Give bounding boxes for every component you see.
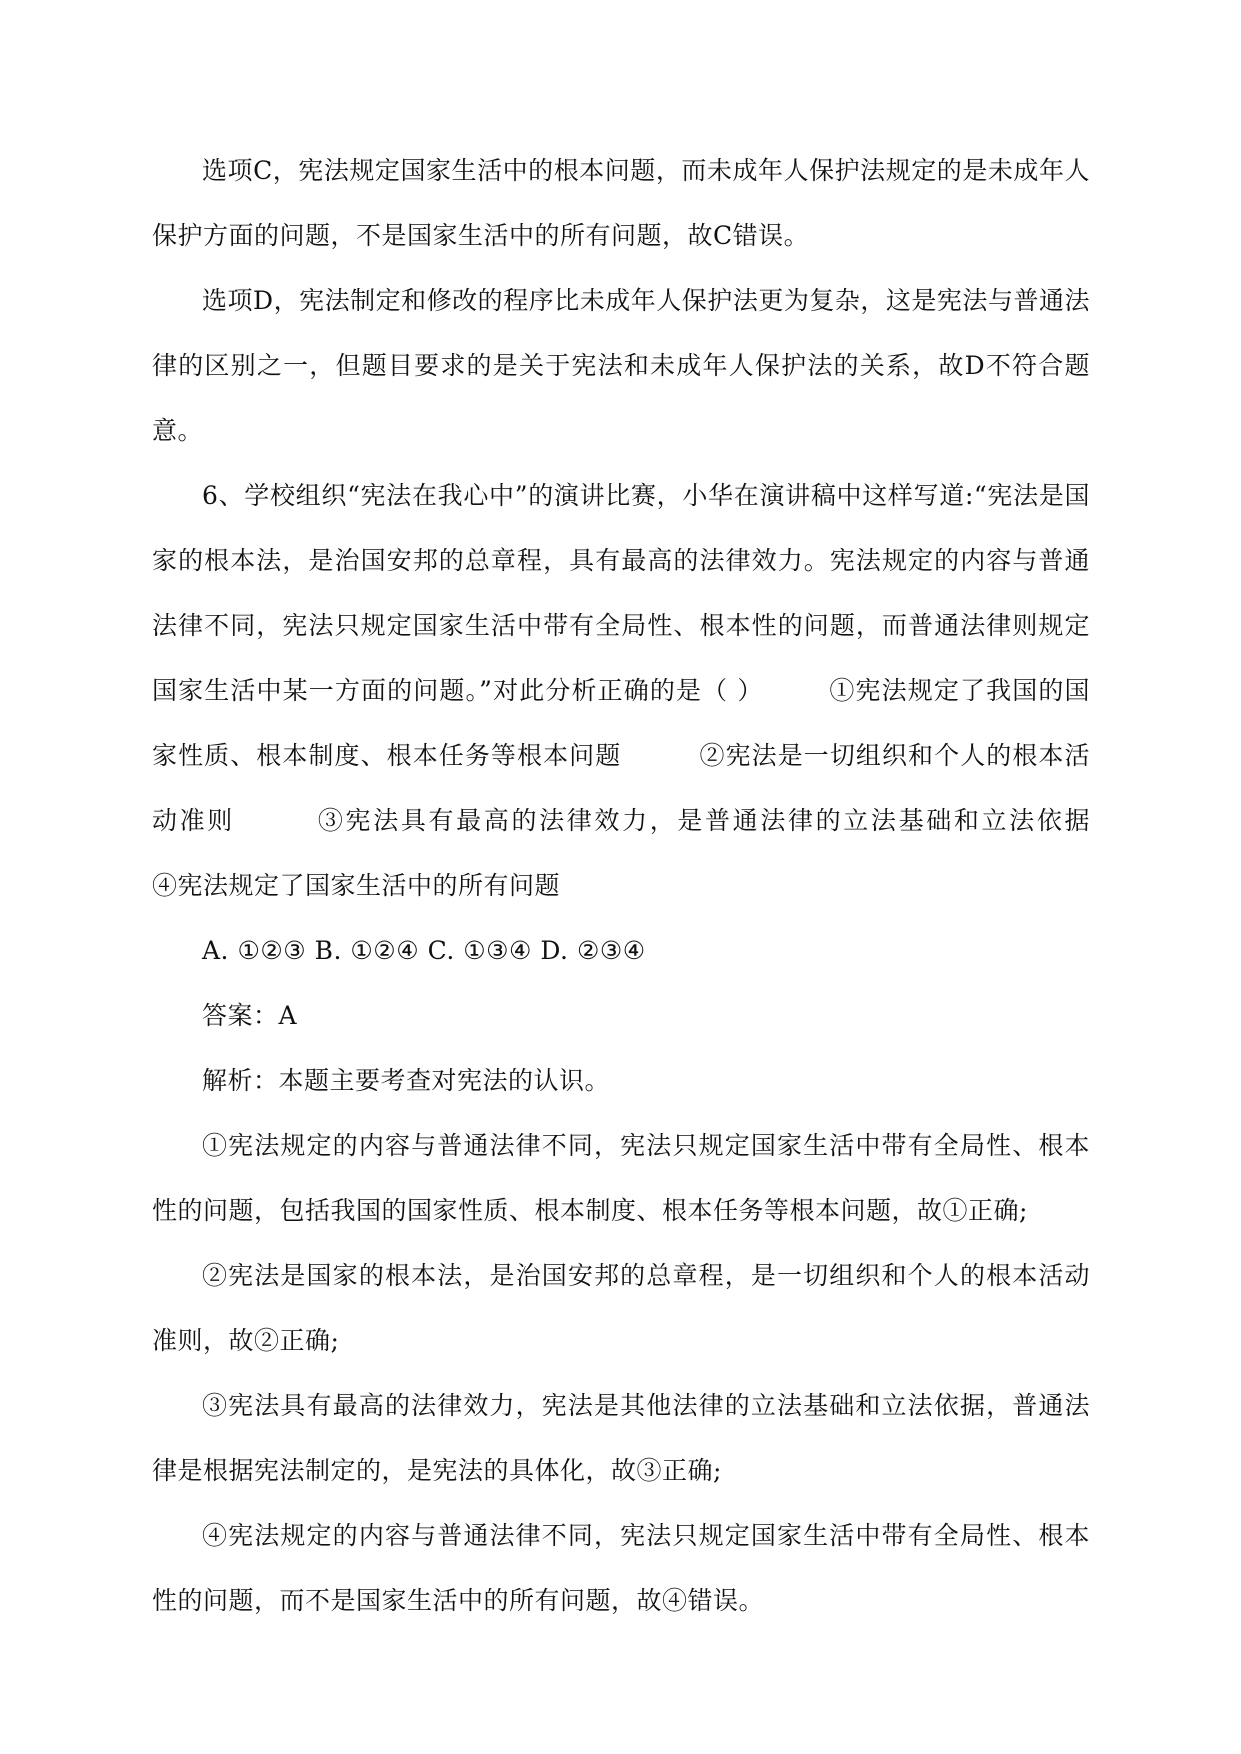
question-6: 6、学校组织“宪法在我心中”的演讲比赛，小华在演讲稿中这样写道:“宪法是国家的根本法，是治国安邦的总章程，具有最高的法律效力。宪法规定的内容与普通法律不同，宪法只规定国家生活中带有全局性、根本性的问题，而普通法律则规定国家生活中某一方面的问题。”对此分析正确的是（ ） ①宪法规定了我国的国家性质、根本制度、根本任务等根本问题 ②宪法是一切组织和个人的根本活动准则 ③宪法具有最高的法律效力，是普通法律的立法基础和立法依据 ④宪法规定了国家生活中的所有问题 [152,481,1167,900]
analysis-intro: 解析：本题主要考查对宪法的认识。 [202,1066,611,1095]
document-body [152,138,1167,1633]
analysis-point-4: ④宪法规定的内容与普通法律不同，宪法只规定国家生活中带有全局性、根本性的问题，而不是国家生活中的所有问题，故④错误。 [152,1521,1090,1615]
analysis-point-3: ③宪法具有最高的法律效力，宪法是其他法律的立法基础和立法依据，普通法律是根据宪法制定的，是宪法的具体化，故③正确; [152,1391,1090,1485]
analysis-point-1: ①宪法规定的内容与普通法律不同，宪法只规定国家生活中带有全局性、根本性的问题，包括我国的国家性质、根本制度、根本任务等根本问题，故①正确; [152,1131,1090,1225]
answer-choices: A. ①②③ B. ①②④ C. ①③④ D. ②③④ [202,936,646,965]
answer: 答案：A [202,1001,298,1030]
paragraph-option-d: 选项D，宪法制定和修改的程序比未成年人保护法更为复杂，这是宪法与普通法律的区别之一，但题目要求的是关于宪法和未成年人保护法的关系，故D不符合题意。 [152,286,1090,445]
paragraph-option-c: 选项C，宪法规定国家生活中的根本问题，而未成年人保护法规定的是未成年人保护方面的问题，不是国家生活中的所有问题，故C错误。 [152,156,1090,250]
analysis-point-2: ②宪法是国家的根本法，是治国安邦的总章程，是一切组织和个人的根本活动准则，故②正确; [152,1261,1090,1355]
